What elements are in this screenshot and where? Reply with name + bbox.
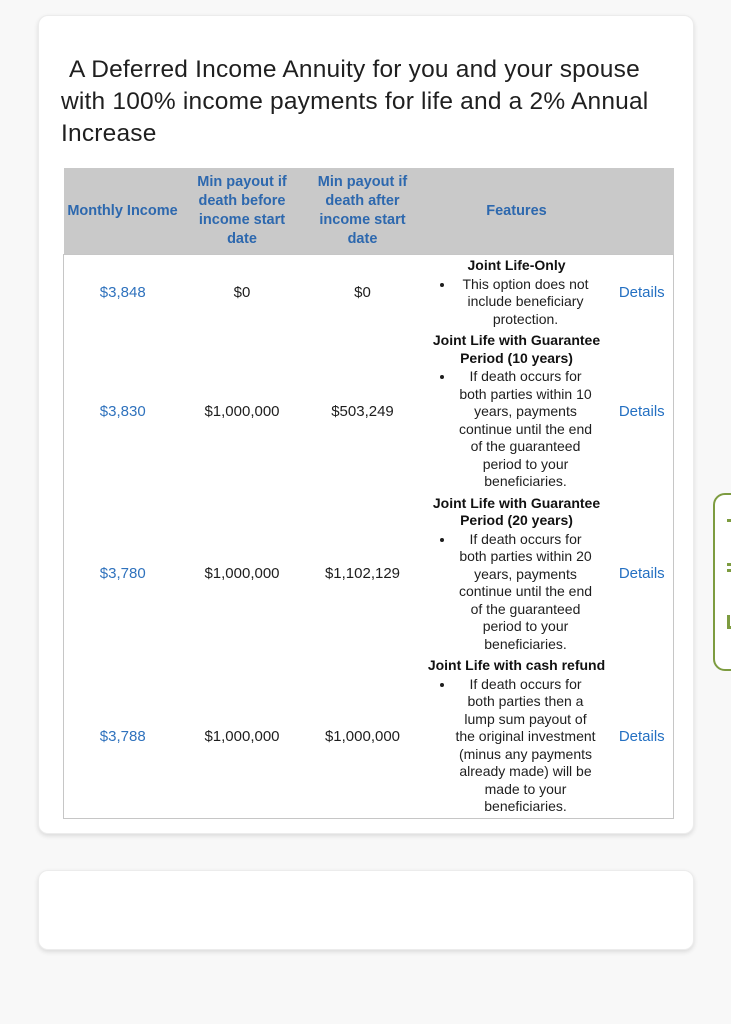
column-header-details (611, 168, 674, 255)
min-payout-before-value: $1,000,000 (204, 402, 280, 420)
details-link[interactable]: Details (618, 727, 665, 745)
feature-bullet: • If death occurs for both parties then a lump sum payout of the original investment (minus any payments already made) will be made to your beneficiaries. (455, 676, 597, 816)
table-header (64, 168, 674, 255)
min-payout-before-value: $1,000,000 (204, 565, 280, 583)
min-payout-after-value: $503,249 (331, 402, 394, 420)
next-section-card (38, 870, 694, 950)
min-payout-before-value: $1,000,000 (204, 727, 280, 745)
feature-bullet: • If death occurs for both parties within 20 years, payments continue until the end of the guaranteed period to your beneficiaries. (455, 531, 597, 654)
details-cell (611, 330, 674, 493)
feedback-icon-fragment (727, 569, 731, 572)
feature-title: Joint Life-Only (467, 257, 566, 273)
table-row (64, 493, 674, 656)
details-link[interactable]: Details (618, 402, 665, 420)
table-row (64, 655, 674, 818)
feature-bullet-list (425, 676, 603, 816)
feedback-icon-fragment (727, 519, 731, 522)
feature-bullet-list (425, 368, 603, 491)
min-payout-before-value: $0 (233, 284, 251, 301)
page-title: A Deferred Income Annuity for you and your spouse with 100% income payments for life and a 2% Annual Increase (61, 56, 649, 147)
monthly-income-value: $3,848 (99, 284, 146, 301)
feature-title: Joint Life with Guarantee Period (20 years) (432, 494, 601, 528)
table-row (64, 330, 674, 493)
feature-bullet-list (425, 276, 603, 329)
feature-bullet: • If death occurs for both parties within 10 years, payments continue until the end of the guaranteed period to your beneficiaries. (455, 368, 597, 491)
details-cell (611, 255, 674, 331)
column-header-monthly-income: Monthly Income (64, 168, 182, 255)
annuity-option-card (38, 15, 694, 834)
column-header-features: Features (423, 168, 611, 255)
feedback-icon-fragment (727, 626, 731, 629)
column-header-min-payout-before: Min payout if death before income start date (182, 168, 303, 255)
features-cell (423, 493, 611, 656)
details-cell (611, 655, 674, 818)
min-payout-after-value: $1,102,129 (324, 565, 401, 583)
min-payout-after-value: $0 (354, 284, 371, 301)
monthly-income-value: $3,780 (99, 565, 146, 583)
feature-bullet-list (425, 531, 603, 654)
annuity-comparison-table (63, 168, 674, 819)
feature-title: Joint Life with cash refund (427, 657, 606, 673)
details-link[interactable]: Details (618, 284, 665, 301)
table-row (64, 255, 674, 331)
features-cell (423, 655, 611, 818)
min-payout-after-value: $1,000,000 (324, 727, 401, 745)
feedback-tab[interactable] (713, 493, 731, 671)
feature-title: Joint Life with Guarantee Period (10 years) (432, 332, 601, 366)
details-link[interactable]: Details (618, 565, 665, 583)
features-cell (423, 330, 611, 493)
feature-bullet: • This option does not include beneficiary protection. (455, 276, 597, 329)
monthly-income-value: $3,788 (99, 727, 146, 745)
feedback-icon-fragment (727, 563, 731, 566)
column-header-min-payout-after: Min payout if death after income start date (303, 168, 423, 255)
monthly-income-value: $3,830 (99, 402, 146, 420)
features-cell (423, 255, 611, 331)
details-cell (611, 493, 674, 656)
